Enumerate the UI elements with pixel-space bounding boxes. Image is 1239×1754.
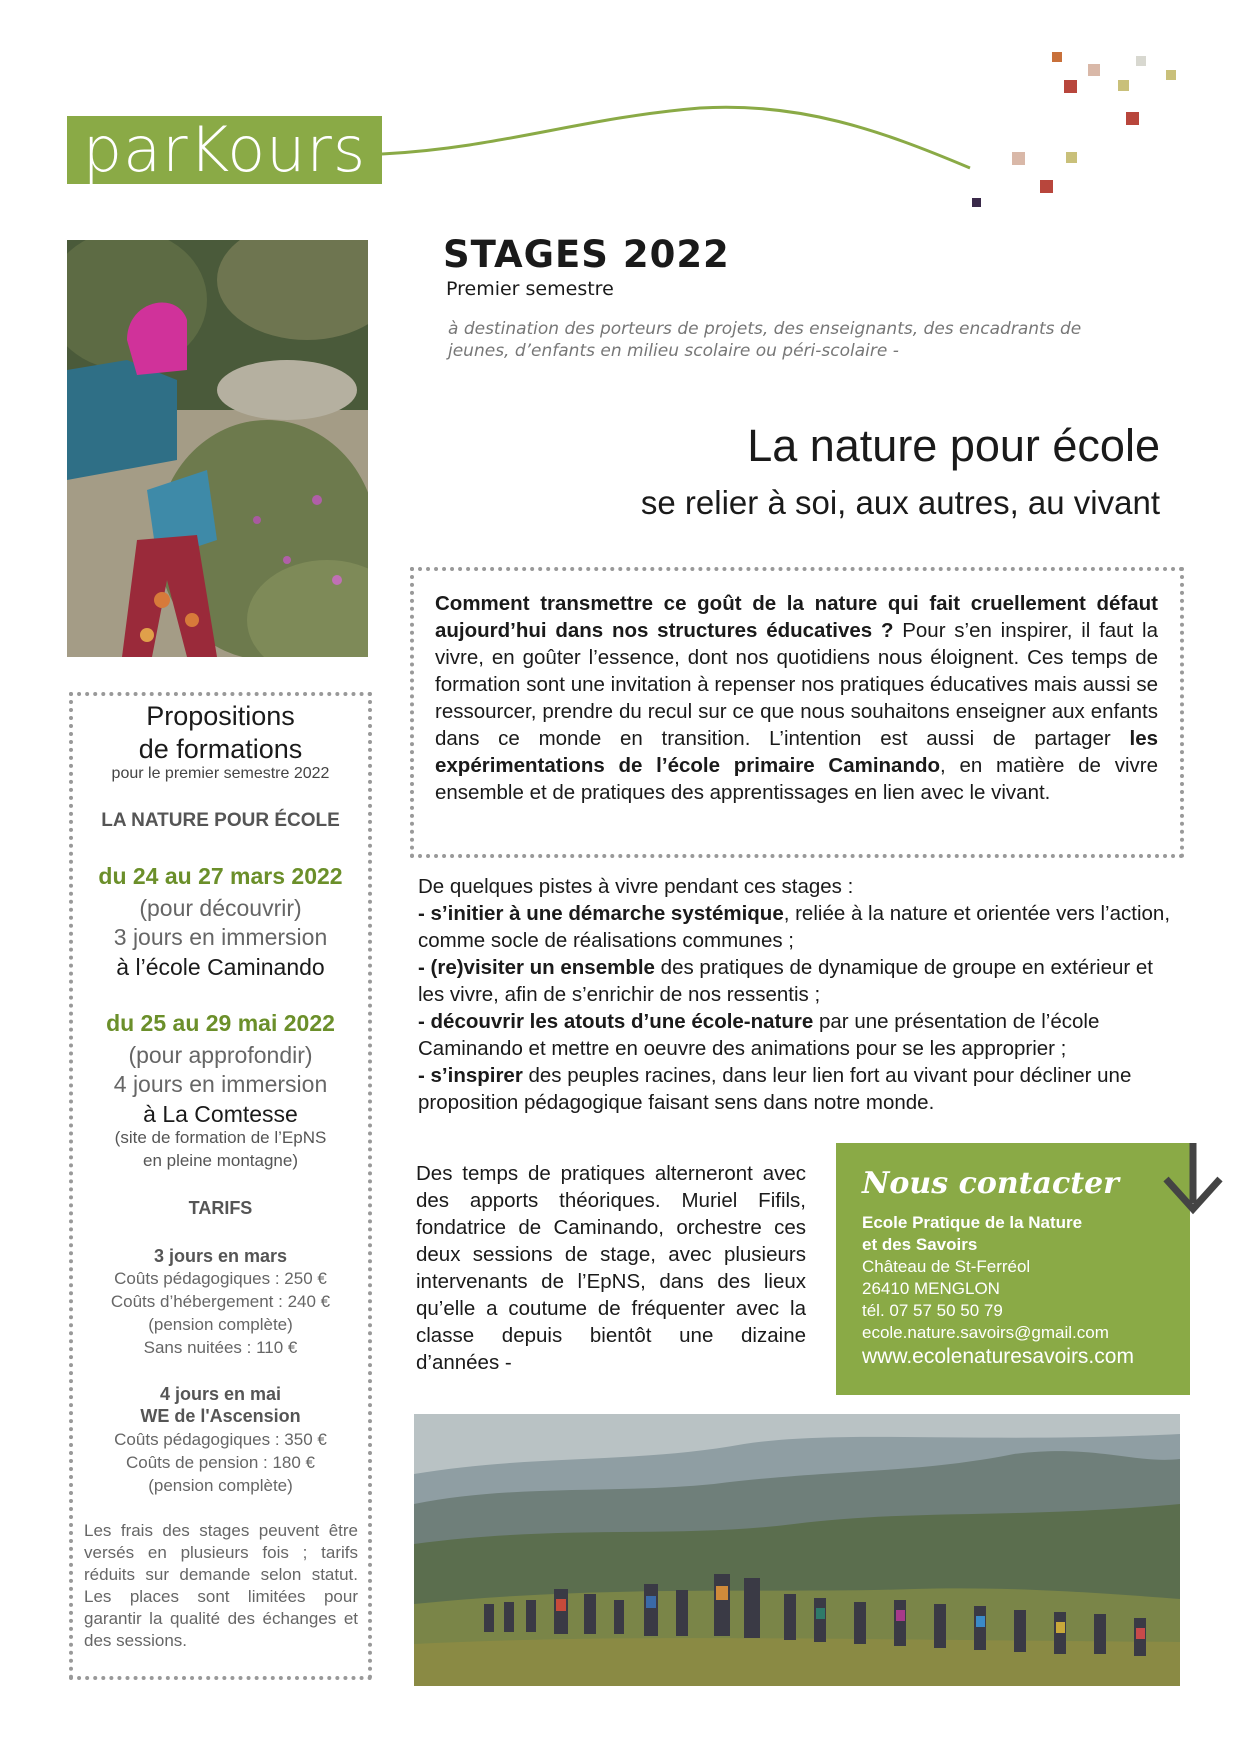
piste-item — [418, 954, 1173, 1008]
contact-title: Nous contacter — [862, 1166, 1119, 1201]
piste-text: des peuples racines, dans leur lien fort au vivant pour décliner une proposition pédagogique faisant sens dans notre monde. — [418, 1064, 1132, 1114]
tarif2-line: Coûts de pension : 180 € — [125, 1453, 316, 1472]
session1-duration: 3 jours en immersion — [113, 924, 328, 950]
intro-text — [435, 590, 1158, 806]
tarifs-heading: TARIFS — [188, 1198, 253, 1218]
intro-bold-question: Comment transmettre ce goût de la nature qui fait cruellement défaut aujourd’hui dans nos structures éducatives ? — [435, 592, 1158, 642]
piste-bold: - s’initier à une démarche systémique — [418, 902, 784, 925]
tarif2-subheading: WE de l'Ascension — [140, 1406, 301, 1426]
pistes-intro: De quelques pistes à vivre pendant ces stages : — [418, 875, 854, 898]
tarif1-line: (pension complète) — [148, 1315, 293, 1334]
intro-bold-caminando: les expérimentations de l’école primaire Caminando — [435, 727, 1158, 777]
logo-swoosh — [380, 90, 980, 210]
audience-text: à destination des porteurs de projets, des enseignants, des encadrants de jeunes, d’enfants en milieu scolaire ou péri-scolaire - — [448, 319, 1082, 361]
fees-note: Les frais des stages peuvent être versés en plusieurs fois ; tarifs réduits sur demande selon statut. Les places sont limitées pour garantir la qualité des échanges et des sessions. — [84, 1521, 358, 1650]
pistes-list — [418, 873, 1173, 1116]
decorative-squares — [960, 40, 1190, 220]
session1-purpose: (pour découvrir) — [139, 895, 302, 921]
contact-org-line-2: et des Savoirs — [862, 1235, 978, 1254]
piste-item — [418, 1062, 1173, 1116]
session2-place-note-2: en pleine montagne) — [142, 1151, 298, 1170]
tarif2-line: Coûts pédagogiques : 350 € — [114, 1430, 327, 1449]
piste-text: des pratiques de dynamique de groupe en extérieur et les vivre, afin de s’enrichir de nos ressentis ; — [418, 956, 1153, 1006]
tarif1-heading: 3 jours en mars — [153, 1246, 288, 1266]
piste-bold: - (re)visiter un ensemble — [418, 956, 655, 979]
arrow-down-icon — [1160, 1143, 1230, 1223]
session2-duration: 4 jours en immersion — [113, 1071, 328, 1097]
logo — [67, 113, 382, 186]
formations-title-line-1: Propositions — [146, 701, 295, 731]
contact-org-line-1: Ecole Pratique de la Nature — [862, 1213, 1083, 1232]
contact-website-link[interactable]: www.ecolenaturesavoirs.com — [862, 1345, 1134, 1368]
intro-text-1: Pour s’en inspirer, il faut la vivre, en goûter l’essence, dont nos quotidiens nous éloignent. Ces temps de formation sont une invitation à repenser nos pratiques éducatives mais aussi se ressourcer, prendre du recul sur ce que nous souhaitons enseigner aux enfants dans ce monde en transition. L’intention est aussi de partager — [435, 619, 1158, 750]
tarif1-line: Coûts d’hébergement : 240 € — [110, 1292, 331, 1311]
contact-address-line-2: 26410 MENGLON — [862, 1279, 1000, 1298]
formations-heading: LA NATURE POUR ÉCOLE — [101, 810, 340, 831]
piste-text: par une présentation de l’école Caminando et mettre en oeuvre des animations pour se les approprier ; — [418, 1010, 1100, 1060]
session2-dates: du 25 au 29 mai 2022 — [106, 1010, 335, 1036]
headline-subtitle: se relier à soi, aux autres, au vivant — [640, 484, 1160, 521]
piste-bold: - découvrir les atouts d’une école-nature — [418, 1010, 814, 1033]
page-subtitle: Premier semestre — [446, 278, 614, 300]
intro-text-2: , en matière de vivre ensemble et de pratiques des apprentissages en lien avec le vivant. — [435, 754, 1158, 804]
page-title: STAGES 2022 — [443, 233, 730, 276]
photo-hikers-illustration — [414, 1414, 1180, 1686]
tarif1-line: Coûts pédagogiques : 250 € — [114, 1269, 327, 1288]
session1-place: à l’école Caminando — [116, 954, 325, 980]
session1-dates: du 24 au 27 mars 2022 — [98, 863, 343, 889]
tarif2-heading: 4 jours en mai — [159, 1384, 282, 1404]
formations-title — [69, 700, 372, 766]
contact-details — [862, 1212, 1109, 1344]
photo-group-on-mountain — [414, 1414, 1180, 1686]
session2-place: à La Comtesse — [143, 1101, 298, 1127]
contact-email-link[interactable]: ecole.nature.savoirs@gmail.com — [862, 1323, 1109, 1342]
pratiques-paragraph: Des temps de pratiques alterneront avec des apports théoriques. Muriel Fifils, fondatrice de Caminando, orchestre ces deux sessions de stage, avec plusieurs intervenants de l’EpNS, dans des lieux qu’elle a coutume de fréquenter avec la classe depuis bientôt une dizaine d’années - — [416, 1162, 806, 1374]
contact-phone[interactable]: tél. 07 57 50 50 79 — [862, 1301, 1003, 1320]
piste-item — [418, 900, 1173, 954]
formations-subtitle: pour le premier semestre 2022 — [111, 765, 330, 782]
contact-address-line-1: Château de St-Ferréol — [862, 1257, 1031, 1276]
tarif1-line: Sans nuitées : 110 € — [143, 1338, 298, 1357]
session2-purpose: (pour approfondir) — [128, 1042, 313, 1068]
piste-item — [418, 1008, 1173, 1062]
photo-child-in-nature — [67, 240, 368, 657]
tarif2-line: (pension complète) — [148, 1476, 293, 1495]
photo-child-illustration — [67, 240, 368, 657]
session2-place-note-1: (site de formation de l’EpNS — [114, 1128, 327, 1147]
headline-title: La nature pour école — [747, 420, 1160, 471]
piste-text: , reliée à la nature et orientée vers l’action, comme socle de réalisations communes ; — [418, 902, 1171, 952]
piste-bold: - s’inspirer — [418, 1064, 523, 1087]
formations-title-line-2: de formations — [138, 734, 303, 764]
logo-text: parKours — [82, 113, 367, 186]
